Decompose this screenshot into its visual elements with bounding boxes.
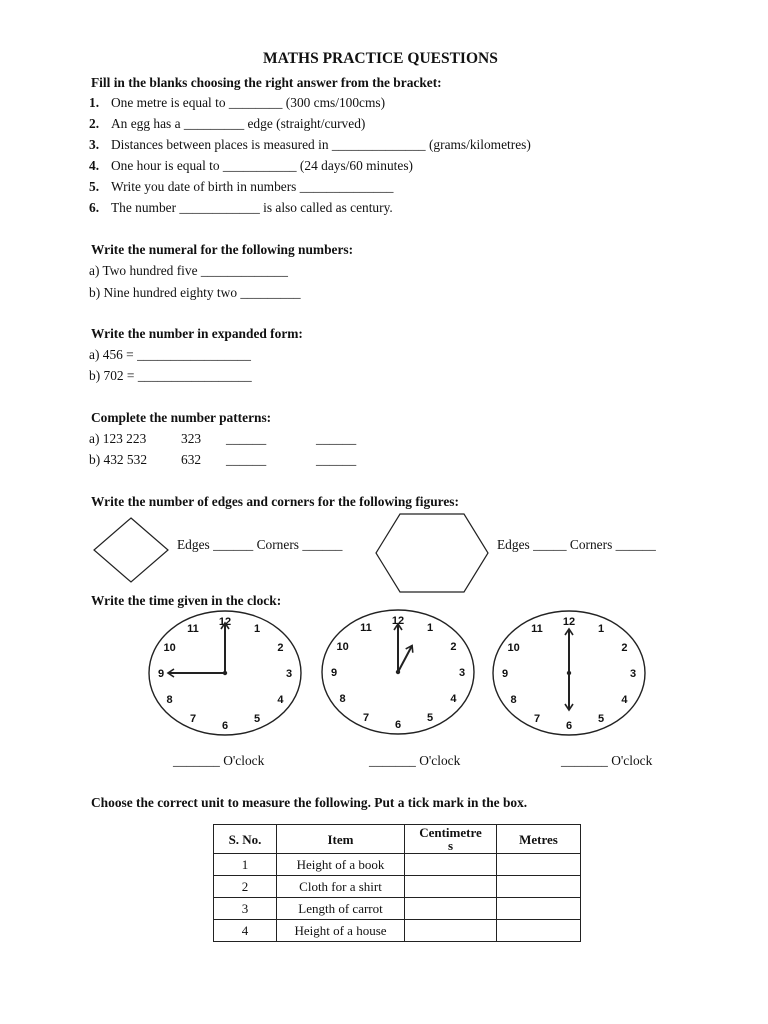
clock-number: 1: [597, 623, 605, 635]
table-row: [214, 876, 581, 898]
tick-box-metres[interactable]: [497, 898, 581, 920]
row-item: Height of a book: [277, 854, 405, 876]
header-metres: Metres: [497, 825, 581, 854]
hour-hand: [398, 646, 412, 673]
clock-2: [322, 610, 474, 734]
clock-number: 5: [253, 713, 261, 725]
clock-number: 9: [330, 667, 338, 679]
question-text: An egg has a _________ edge (straight/curved): [111, 116, 366, 131]
clock-number: 2: [621, 642, 628, 654]
row-sno: 4: [214, 920, 277, 942]
pattern-row-b-third: 632: [181, 452, 202, 467]
clock-center: [567, 671, 571, 675]
pattern-row-b-label: b) 432 532: [89, 452, 148, 467]
tick-box-centimetres[interactable]: [405, 920, 497, 942]
question-number: 1.: [89, 95, 100, 110]
question-text: The number ____________ is also called as century.: [111, 200, 393, 215]
diamond-answer: Edges ______ Corners ______: [177, 537, 343, 552]
tick-box-centimetres[interactable]: [405, 876, 497, 898]
row-sno: 2: [214, 876, 277, 898]
tick-box-centimetres[interactable]: [405, 854, 497, 876]
clock-number: 6: [565, 720, 573, 732]
tick-box-metres[interactable]: [497, 854, 581, 876]
expanded-item-a: a) 456 = _________________: [89, 347, 251, 362]
numerals-heading: Write the numeral for the following numbers:: [91, 242, 354, 257]
units-table: [213, 824, 581, 942]
pattern-row-a-third: 323: [181, 431, 202, 446]
pattern-row-b-blank2: ______: [316, 452, 357, 467]
clock-center: [223, 671, 227, 675]
units-header-row: [214, 825, 581, 854]
clock-number: 2: [277, 642, 284, 654]
clock-number: 2: [450, 641, 457, 653]
clock-number: 3: [285, 668, 293, 680]
figures-heading: Write the number of edges and corners for the following figures:: [91, 494, 459, 509]
clock-number: 12: [391, 615, 405, 627]
table-row: [214, 898, 581, 920]
clock-number: 4: [450, 693, 457, 705]
clock-number: 11: [187, 623, 199, 635]
question-number: 6.: [89, 200, 100, 215]
page-title: MATHS PRACTICE QUESTIONS: [263, 50, 498, 67]
fill-blanks-heading: Fill in the blanks choosing the right answer from the bracket:: [91, 75, 442, 90]
pattern-row-a-blank2: ______: [316, 431, 357, 446]
question-text: One metre is equal to ________ (300 cms/100cms): [111, 95, 386, 110]
header-centimetres-line2: s: [447, 838, 454, 853]
expanded-heading: Write the number in expanded form:: [91, 326, 303, 341]
clock-number: 1: [426, 622, 434, 634]
clock-number: 9: [501, 668, 509, 680]
clock-number: 9: [157, 668, 165, 680]
clock-number: 1: [253, 623, 261, 635]
units-heading: Choose the correct unit to measure the following. Put a tick mark in the box.: [91, 795, 528, 810]
clock-number: 8: [339, 693, 346, 705]
clock-number: 6: [221, 720, 229, 732]
question-number: 5.: [89, 179, 100, 194]
header-centimetres-line1: Centimetre: [419, 825, 482, 840]
clock-number: 12: [562, 616, 576, 628]
hexagon-answer: Edges _____ Corners ______: [497, 537, 656, 552]
expanded-item-b: b) 702 = _________________: [89, 368, 252, 383]
table-row: [214, 854, 581, 876]
clock-number: 3: [458, 667, 466, 679]
clock-1: [149, 611, 301, 735]
clock-number: 10: [507, 642, 520, 654]
question-number: 3.: [89, 137, 100, 152]
clock-2-answer: _______ O'clock: [369, 753, 461, 768]
question-number: 2.: [89, 116, 100, 131]
clock-number: 4: [621, 694, 628, 706]
row-item: Cloth for a shirt: [277, 876, 405, 898]
header-centimetres: [405, 825, 497, 854]
table-row: [214, 920, 581, 942]
clock-number: 10: [336, 641, 349, 653]
clock-number: 11: [360, 622, 372, 634]
numeral-item-b: b) Nine hundred eighty two _________: [89, 285, 301, 300]
clock-number: 8: [510, 694, 517, 706]
clock-number: 12: [218, 616, 232, 628]
clock-number: 10: [163, 642, 176, 654]
clock-3-answer: _______ O'clock: [561, 753, 653, 768]
clock-number: 7: [533, 713, 541, 725]
header-sno: S. No.: [214, 825, 277, 854]
question-text: One hour is equal to ___________ (24 days/60 minutes): [111, 158, 413, 173]
clock-number: 7: [189, 713, 197, 725]
clock-number: 3: [629, 668, 637, 680]
tick-box-metres[interactable]: [497, 920, 581, 942]
clock-number: 5: [426, 712, 434, 724]
row-sno: 1: [214, 854, 277, 876]
clock-center: [396, 670, 400, 674]
patterns-heading: Complete the number patterns:: [91, 410, 272, 425]
clock-number: 11: [531, 623, 543, 635]
clocks-heading: Write the time given in the clock:: [91, 593, 282, 608]
row-item: Length of carrot: [277, 898, 405, 920]
row-item: Height of a house: [277, 920, 405, 942]
pattern-row-b-blank1: ______: [226, 452, 267, 467]
clock-number: 8: [166, 694, 173, 706]
tick-box-metres[interactable]: [497, 876, 581, 898]
question-text: Distances between places is measured in ______________ (grams/kilometres): [111, 137, 531, 152]
question-number: 4.: [89, 158, 100, 173]
clock-number: 7: [362, 712, 370, 724]
pattern-row-a-label: a) 123 223: [89, 431, 147, 446]
clock-number: 6: [394, 719, 402, 731]
header-item: Item: [277, 825, 405, 854]
pattern-row-a-blank1: ______: [226, 431, 267, 446]
numeral-item-a: a) Two hundred five _____________: [89, 263, 288, 278]
clock-number: 4: [277, 694, 284, 706]
clock-number: 5: [597, 713, 605, 725]
tick-box-centimetres[interactable]: [405, 898, 497, 920]
clock-1-answer: _______ O'clock: [173, 753, 265, 768]
question-text: Write you date of birth in numbers ______________: [111, 179, 394, 194]
row-sno: 3: [214, 898, 277, 920]
clock-3: [493, 611, 645, 735]
